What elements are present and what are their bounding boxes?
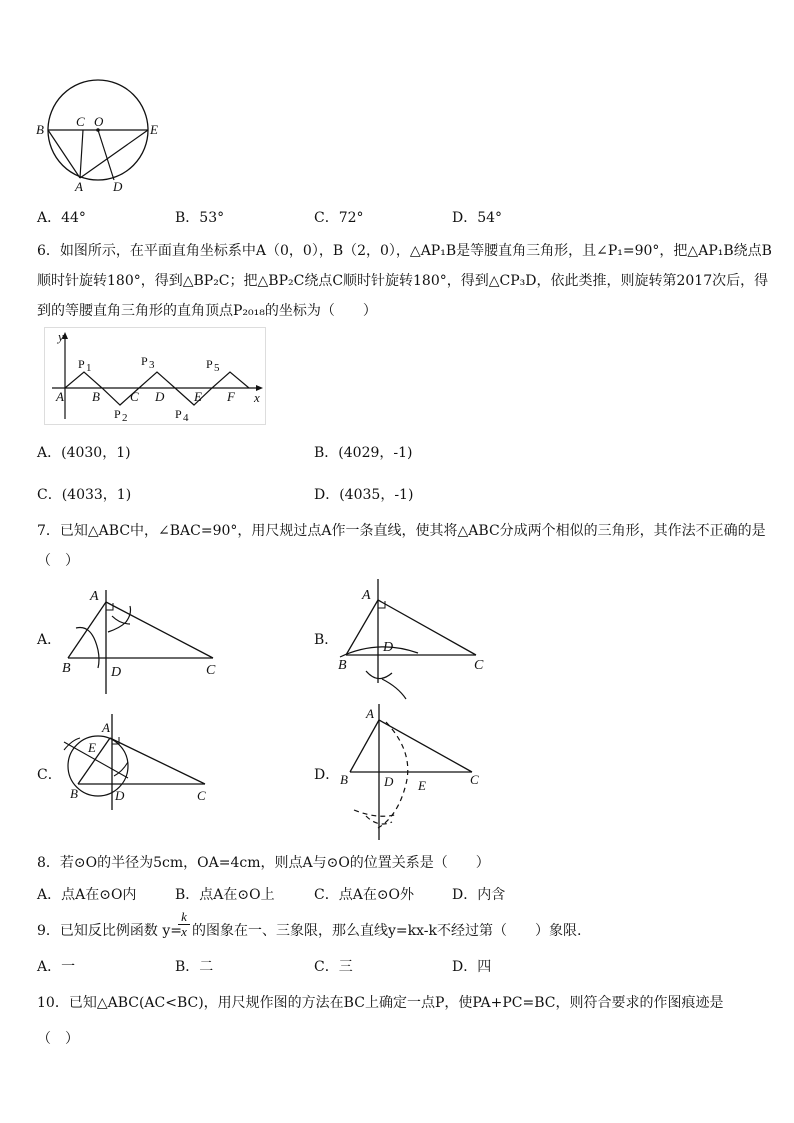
q6-label-P1: P — [78, 357, 85, 371]
q5-label-D: D — [113, 179, 123, 194]
q6-label-P4: P — [175, 407, 182, 421]
q6-coordinate-figure — [44, 327, 266, 425]
q6-label-E: E — [194, 389, 202, 404]
q7b-label-B: B — [338, 658, 347, 673]
q8-option-b[interactable]: B．点A在⊙O上 — [175, 887, 275, 903]
q10-question-line-1: 10．已知△ABC(AC<BC)，用尺规作图的方法在BC上确定一点P，使PA+PC=BC，则符合要求的作图痕迹是 — [37, 995, 724, 1011]
q7d-label-C: C — [470, 772, 479, 787]
q7b-label-D: D — [383, 640, 394, 655]
q7b-label-C: C — [474, 658, 484, 673]
q9-option-a[interactable]: A．一 — [37, 959, 76, 975]
q6-label-C: C — [130, 389, 139, 404]
q7-option-d-label[interactable]: D． — [314, 767, 340, 783]
q7d-label-B: B — [340, 772, 348, 787]
q6-option-d[interactable]: D．(4035，-1) — [314, 487, 414, 503]
q7-option-c-label[interactable]: C． — [37, 767, 62, 783]
q7-question-line-2: （ ） — [37, 553, 79, 569]
q7-figure-c — [60, 710, 230, 810]
q6-label-F: F — [227, 389, 235, 404]
q7a-label-C: C — [206, 663, 216, 678]
q6-label-B: B — [92, 389, 100, 404]
q6-question-line-1: 6．如图所示，在平面直角坐标系中A（0，0），B（2，0），△AP₁B是等腰直角三角形，且∠P₁=90°，把△AP₁B绕点B — [37, 243, 772, 259]
q8-option-a[interactable]: A．点A在⊙O内 — [37, 887, 137, 903]
q6-option-b[interactable]: B．(4029，-1) — [314, 445, 413, 461]
q7-figure-a — [58, 580, 228, 698]
q6-label-A: A — [56, 389, 64, 404]
q6-label-P1-sub: 1 — [86, 362, 92, 374]
q7c-label-C: C — [197, 788, 206, 803]
q6-label-P5-sub: 5 — [214, 362, 220, 374]
q9-fraction-numerator: k — [181, 909, 187, 924]
q6-label-P3-sub: 3 — [149, 359, 155, 371]
q5-label-O: O — [94, 114, 104, 129]
q6-label-P4-sub: 4 — [183, 412, 189, 424]
q6-option-c[interactable]: C．(4033，1) — [37, 487, 132, 503]
q5-option-d[interactable]: D．54° — [452, 210, 503, 226]
q9-question-pre: 9．已知反比例函数 y= — [37, 923, 182, 939]
q6-label-P5: P — [206, 357, 213, 371]
q7c-label-E: E — [88, 740, 96, 755]
q6-label-x: x — [254, 390, 260, 405]
q5-label-C: C — [76, 114, 85, 129]
q7d-label-A: A — [366, 706, 374, 721]
q9-fraction — [178, 910, 190, 939]
q6-option-a[interactable]: A．(4030，1) — [37, 445, 131, 461]
q5-label-B: B — [36, 122, 44, 137]
q5-option-a[interactable]: A．44° — [37, 210, 86, 226]
q7-option-a-label[interactable]: A． — [37, 632, 62, 648]
q8-question: 8．若⊙O的半径为5cm，OA=4cm，则点A与⊙O的位置关系是（ ） — [37, 855, 490, 871]
q5-circle-figure — [32, 76, 172, 198]
q5-option-c[interactable]: C．72° — [314, 210, 364, 226]
q7-figure-d — [334, 700, 494, 844]
q9-option-b[interactable]: B．二 — [175, 959, 214, 975]
q5-option-b[interactable]: B．53° — [175, 210, 225, 226]
q8-option-c[interactable]: C．点A在⊙O外 — [314, 887, 415, 903]
q6-label-P2-sub: 2 — [122, 412, 128, 424]
q9-option-c[interactable]: C．三 — [314, 959, 353, 975]
q7b-label-A: A — [362, 588, 371, 603]
q6-label-P2: P — [114, 407, 121, 421]
q10-question-line-2: （ ） — [37, 1031, 79, 1047]
q7a-label-B: B — [62, 661, 71, 676]
q5-label-A: A — [75, 179, 83, 194]
q9-option-d[interactable]: D．四 — [452, 959, 492, 975]
q6-label-P3: P — [141, 354, 148, 368]
q9-question-post: 的图象在一、三象限，那么直线y=kx-k不经过第（ ）象限. — [192, 923, 582, 939]
q7a-label-A: A — [90, 589, 99, 604]
q6-question-line-2: 顺时针旋转180°，得到△BP₂C；把△BP₂C绕点C顺时针旋转180°，得到△CP₃D，依此类推，则旋转第2017次后，得 — [37, 273, 769, 289]
q7d-label-E: E — [418, 778, 426, 793]
q6-label-D: D — [155, 389, 165, 404]
q8-option-d[interactable]: D．内含 — [452, 887, 506, 903]
q7-figure-b — [334, 575, 494, 701]
q7-question-line-1: 7．已知△ABC中，∠BAC=90°，用尺规过点A作一条直线，使其将△ABC分成两个相似的三角形，其作法不正确的是 — [37, 523, 766, 539]
q7c-label-A: A — [102, 720, 110, 735]
q7d-label-D: D — [384, 774, 394, 789]
q6-question-line-3: 到的等腰直角三角形的直角顶点P₂₀₁₈的坐标为（ ） — [37, 303, 377, 319]
q7a-label-D: D — [111, 665, 122, 680]
q7c-label-D: D — [115, 788, 125, 803]
q5-label-E: E — [150, 122, 158, 137]
q7-option-b-label[interactable]: B． — [314, 632, 339, 648]
q9-fraction-denominator: x — [181, 924, 187, 939]
q6-label-y: y — [58, 329, 64, 344]
q7c-label-B: B — [70, 786, 78, 801]
